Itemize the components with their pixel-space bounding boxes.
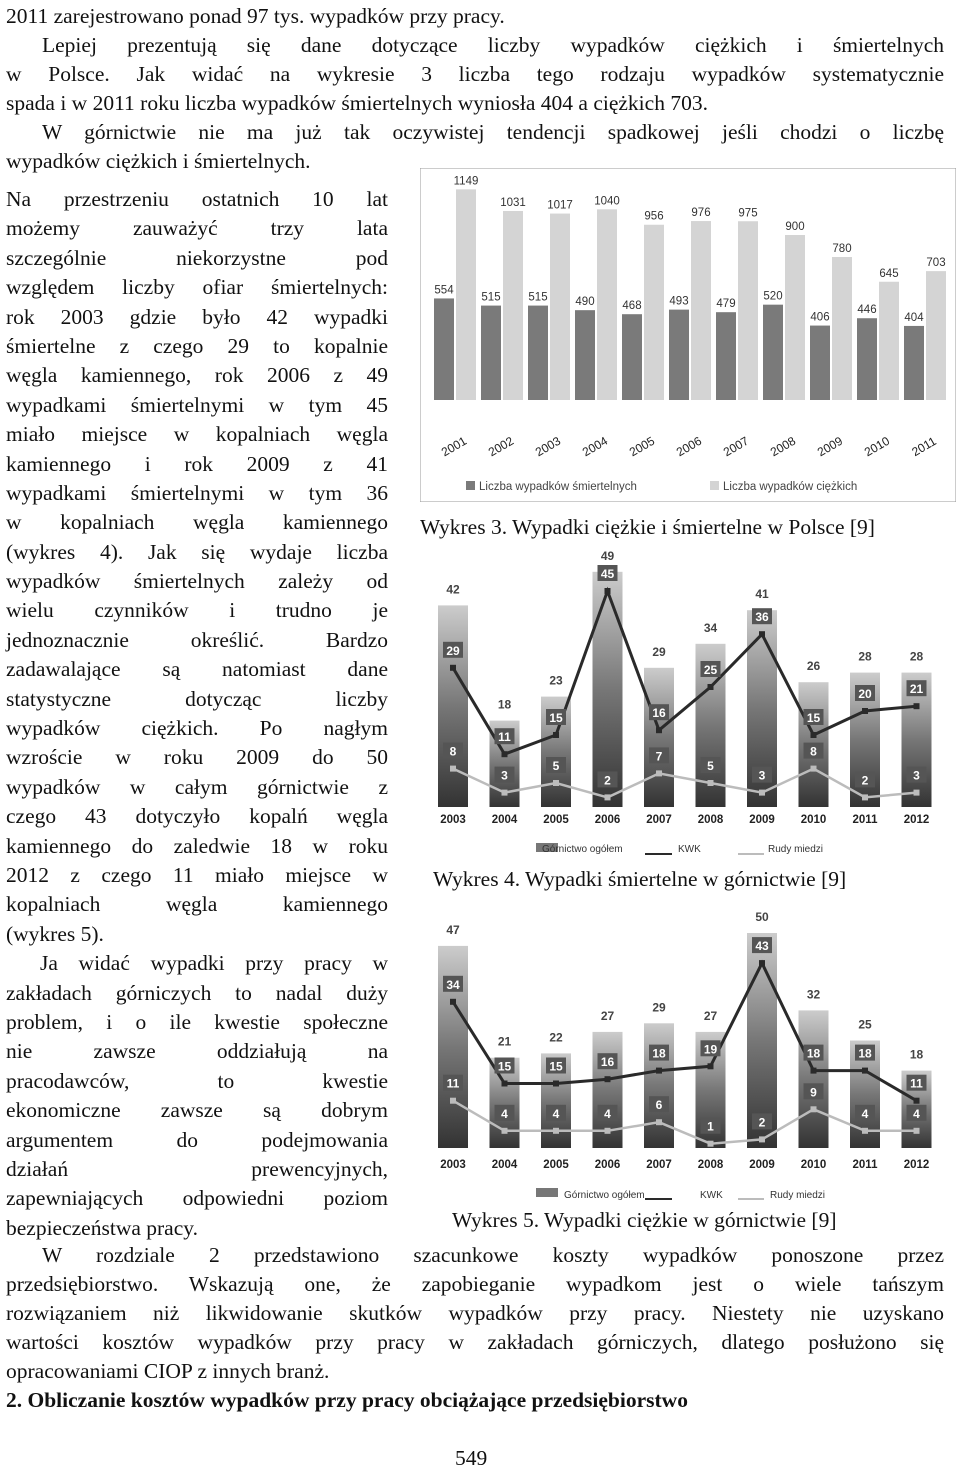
chart4-tick-label: 2011 (852, 814, 878, 826)
chart5-point (811, 1068, 817, 1074)
chart4-point (605, 588, 611, 594)
chart5-data-label: 4 (501, 1106, 508, 1121)
column-line: rok 2003 gdzie było 42 wypadki (6, 304, 388, 329)
chart4-tick-label: 2006 (594, 814, 621, 826)
intro-line-2: Lepiej prezentują się dane dotyczące liczby wypadków ciężkich i śmiertelnych (42, 33, 944, 57)
chart5-data-label: 18 (909, 1047, 924, 1062)
chart5-data-label: 18 (652, 1046, 666, 1061)
chart4-data-label: 5 (707, 759, 714, 773)
column-line: ekonomiczne zawsze są dobrym (6, 1098, 388, 1123)
chart5-data-label: 15 (497, 1059, 512, 1074)
chart5-legend-rudy: Rudy miedzi (770, 1190, 826, 1201)
chart4-tick-label: 2004 (491, 814, 518, 826)
chart4-data-label: 29 (446, 643, 460, 658)
column-line: (wykres 5). (6, 921, 104, 946)
column-line: śmiertelne z czego 29 to kopalnie (6, 333, 388, 358)
chart4-data-label: 8 (810, 744, 817, 759)
chart5-point (914, 1098, 920, 1104)
column-line: wypadków ciężkich. Po nagłym (6, 716, 388, 741)
chart3-tick-label: 2002 (485, 433, 517, 460)
chart4-point (502, 751, 508, 757)
chart3-tick-label: 2010 (861, 433, 893, 460)
chart5-point (656, 1068, 662, 1074)
chart3-bar (528, 306, 548, 400)
column-line: zakładach górniczych to nadal duży (6, 980, 388, 1005)
chart4-tick-label: 2007 (646, 814, 672, 826)
column-line: kamiennego i rok 2009 z 41 (6, 451, 388, 476)
chart3-bar (716, 312, 736, 400)
chart4-point (914, 703, 920, 709)
column-line: pracodawców, to kwestie (6, 1068, 388, 1093)
intro-line-1: 2011 zarejestrowano ponad 97 tys. wypadków przy pracy. (6, 4, 505, 28)
chart5-tick-label: 2006 (594, 1159, 621, 1171)
chart3-bar (691, 221, 711, 400)
chart4-bar (644, 668, 674, 807)
chart4-point (811, 732, 817, 738)
chart4-data-label: 34 (703, 620, 718, 635)
column-line: nie zawsze oddziałują na (6, 1039, 388, 1064)
chart4-point (811, 766, 817, 772)
chart3-bar (879, 282, 899, 400)
chart5-legend-gornictwo: Górnictwo ogółem (564, 1190, 645, 1201)
chart4-data-label: 2 (604, 773, 611, 788)
chart5-tick-label: 2008 (697, 1159, 724, 1171)
chart5-data-label: 22 (549, 1030, 563, 1045)
chart5-data-label: 34 (446, 977, 460, 992)
chart5-point (759, 960, 765, 966)
chart4-point (553, 780, 559, 786)
chart4-data-label: 15 (806, 711, 821, 725)
chart4-data-label: 8 (449, 744, 457, 759)
column-line: kamiennego do zaledwie 18 w roku (6, 833, 388, 858)
chart3-data-label: 446 (857, 304, 877, 317)
chart5-tick-label: 2011 (852, 1159, 878, 1171)
chart3-caption: Wykres 3. Wypadki ciężkie i śmiertelne w Polsce [9] (420, 515, 875, 539)
chart5-data-label: 4 (913, 1106, 920, 1121)
chart4-data-label: 18 (497, 697, 512, 712)
chart4-tick-label: 2005 (543, 814, 569, 826)
chart3-data-label: 1040 (594, 195, 620, 208)
chart5-point (914, 1128, 920, 1134)
chart5-tick-label: 2005 (543, 1159, 569, 1171)
chart4-point (862, 794, 868, 800)
chart3-tick-label: 2006 (673, 433, 705, 460)
chart3-bar (434, 298, 454, 400)
chart4-point (656, 727, 662, 733)
chart3-data-label: 780 (832, 243, 852, 255)
chart3-legend-fatal: Liczba wypadków śmiertelnych (479, 481, 637, 493)
chart5-data-label: 27 (600, 1008, 615, 1023)
chart4-data-label: 26 (806, 659, 821, 674)
column-line: wypadków śmiertelnych zależy od (6, 569, 388, 594)
intro-line-5: W górnictwie nie ma już tak oczywistej tendencji spadkowej jeśli chodzi o liczbę (42, 120, 944, 144)
chart3-bar (503, 211, 523, 400)
chart5-point (708, 1141, 714, 1147)
chart5-kwk-line (453, 963, 917, 1101)
chart5-data-label: 11 (910, 1076, 923, 1091)
chart3-bar (810, 326, 830, 400)
chart4-legend-rudy: Rudy miedzi (768, 844, 824, 855)
chart5-data-label: 4 (552, 1106, 560, 1121)
chart4-point (605, 794, 611, 800)
chart3-data-label: 976 (691, 207, 711, 220)
column-line: Ja widać wypadki przy pracy w (40, 951, 388, 976)
chart5-data-label: 47 (446, 922, 460, 937)
chart3-data-label: 900 (785, 221, 805, 233)
chart4-tick-label: 2012 (903, 814, 930, 826)
chart3-data-label: 493 (669, 295, 689, 308)
chart5-legend-swatch-gornictwo (536, 1188, 558, 1197)
chart3-data-label: 515 (528, 291, 548, 304)
column-line: wielu czynników i trudno je (6, 598, 388, 623)
column-line: wzroście w roku 2009 do 50 (6, 745, 388, 770)
column-line: wypadkami śmiertelnymi w tym 45 (6, 392, 388, 417)
chart5-bar (799, 1010, 829, 1148)
column-line: zapewniających odpowiedni poziom (6, 1186, 388, 1211)
chart5-data-label: 1 (707, 1119, 714, 1134)
chart5-point (502, 1081, 508, 1087)
chart4-data-label: 16 (652, 706, 666, 721)
chart4-bar (438, 605, 468, 807)
chart3-bar (622, 314, 642, 400)
chart5-tick-label: 2009 (749, 1159, 775, 1171)
chart3-tick-label: 2008 (767, 433, 799, 460)
column-line: czego 43 dotyczyło kopalń węgla (6, 804, 388, 829)
chart5-data-label: 4 (604, 1106, 611, 1121)
chart5-data-label: 6 (655, 1098, 663, 1113)
chart3-data-label: 1149 (453, 175, 479, 188)
section-heading: 2. Obliczanie kosztów wypadków przy pracy obciążające przedsiębiorstwo (6, 1388, 688, 1412)
column-line: miało miejsce w kopalniach węgla (6, 422, 388, 447)
chart3-bar (575, 310, 595, 400)
chart3-bar (644, 225, 664, 400)
chart3-data-label: 1031 (500, 196, 526, 209)
chart3-tick-label: 2003 (532, 433, 564, 460)
chart4-data-label: 23 (549, 673, 563, 688)
chart3-data-label: 956 (644, 210, 664, 223)
intro-line-3: w Polsce. Jak widać na wykresie 3 liczba tego rodzaju wypadków systematycznie (6, 62, 944, 86)
chart4-data-label: 28 (858, 649, 872, 664)
chart3-bar (597, 209, 617, 400)
chart5-data-label: 9 (810, 1085, 817, 1100)
chart4-data-label: 41 (755, 587, 769, 602)
chart3-bar (832, 257, 852, 400)
column-line: wypadków w całym górnictwie z (6, 774, 388, 799)
chart4-point (759, 790, 765, 796)
chart5-point (862, 1128, 868, 1134)
chart5-tick-label: 2007 (646, 1159, 672, 1171)
chart3-legend-serious: Liczba wypadków ciężkich (723, 481, 858, 493)
chart4-data-label: 3 (501, 768, 508, 783)
chart3-data-label: 468 (622, 300, 642, 313)
chart3-tick-label: 2005 (626, 433, 658, 460)
page-number: 549 (455, 1446, 488, 1470)
chart5-tick-label: 2012 (903, 1159, 930, 1171)
chart3-data-label: 554 (434, 284, 454, 297)
chart4-rudy-line (453, 769, 917, 798)
chart3-bar (669, 310, 689, 400)
chart3-data-label: 1017 (547, 199, 573, 212)
column-line: możemy zauważyć trzy lata (6, 216, 388, 241)
chart5-point (656, 1119, 662, 1125)
chart4-point (759, 631, 765, 637)
column-line: 2012 z czego 11 miało miejsce w (6, 862, 388, 887)
chart5-tick-label: 2010 (800, 1159, 827, 1171)
chart5-point (759, 1136, 765, 1142)
bottom-line-2: przedsiębiorstwo. Wskazują one, że zapobieganie wypadkom jest o wiele tańszym (6, 1272, 944, 1296)
chart3-legend-swatch-fatal (466, 481, 475, 490)
chart5-data-label: 16 (600, 1055, 615, 1070)
column-line: kopalniach węgla kamiennego (6, 892, 388, 917)
chart4-data-label: 45 (600, 567, 615, 581)
column-line: w kopalniach węgla kamiennego (6, 510, 388, 535)
chart3-bar (904, 326, 924, 400)
chart5-data-label: 15 (549, 1059, 563, 1074)
chart3-bar (550, 214, 570, 400)
chart5-data-label: 4 (861, 1106, 869, 1121)
column-line: szczególnie niekorzystne pod (6, 245, 388, 270)
chart3-data-label: 645 (879, 267, 899, 280)
chart4-point (708, 780, 714, 786)
chart5-data-label: 21 (497, 1034, 512, 1049)
chart-wypadki-ciezkie-gornictwo (420, 896, 946, 1206)
chart5-point (811, 1106, 817, 1112)
chart4-point (914, 790, 920, 796)
chart3-bar (926, 271, 946, 400)
chart4-data-label: 3 (913, 768, 920, 783)
intro-line-6: wypadków ciężkich i śmiertelnych. (6, 149, 311, 173)
chart3-data-label: 404 (904, 311, 924, 324)
chart5-data-label: 11 (446, 1076, 460, 1091)
chart5-tick-label: 2004 (491, 1159, 518, 1171)
chart5-data-label: 2 (758, 1115, 766, 1130)
chart3-data-label: 515 (481, 291, 501, 304)
chart3-tick-label: 2009 (814, 433, 846, 460)
chart5-data-label: 32 (806, 987, 821, 1002)
column-line: jednoznacznie określić. Bardzo (6, 627, 388, 652)
chart4-data-label: 3 (758, 768, 766, 783)
chart3-data-label: 406 (810, 311, 830, 324)
column-line: argumentem do podejmowania (6, 1127, 388, 1152)
chart3-data-label: 479 (716, 298, 736, 311)
chart5-data-label: 18 (858, 1046, 872, 1061)
chart5-legend-kwk: KWK (700, 1190, 723, 1201)
column-line: względem liczby ofiar śmiertelnych: (6, 275, 388, 300)
column-line: (wykres 4). Jak się wydaje liczba (6, 539, 388, 564)
chart5-point (502, 1128, 508, 1134)
chart3-data-label: 520 (763, 290, 783, 303)
chart3-data-label: 975 (738, 207, 758, 220)
chart3-tick-label: 2004 (579, 433, 611, 460)
chart5-point (450, 999, 456, 1005)
chart4-point (502, 790, 508, 796)
chart4-data-label: 2 (861, 773, 869, 788)
chart5-data-label: 19 (703, 1042, 718, 1057)
chart5-data-label: 50 (755, 910, 769, 924)
chart5-point (605, 1076, 611, 1082)
chart5-caption: Wykres 5. Wypadki ciężkie w górnictwie [9] (452, 1208, 837, 1232)
chart4-data-label: 11 (498, 730, 511, 745)
chart4-point (553, 732, 559, 738)
chart3-data-label: 490 (575, 296, 595, 309)
bottom-line-1: W rozdziale 2 przedstawiono szacunkowe koszty wypadków ponoszone przez (42, 1243, 944, 1267)
chart4-legend-kwk: KWK (678, 844, 701, 855)
bottom-line-3: rozwiązaniem niż likwidowanie skutków wypadków przy pracy. Niestety nie uzyskano (6, 1301, 944, 1325)
bottom-line-5: opracowaniami CIOP z innych branż. (6, 1359, 330, 1383)
chart3-bar (738, 221, 758, 400)
chart3-legend-swatch-serious (710, 481, 719, 490)
chart4-point (450, 665, 456, 671)
chart5-point (553, 1128, 559, 1134)
chart4-data-label: 15 (549, 711, 563, 725)
chart5-data-label: 43 (755, 939, 769, 954)
chart4-data-label: 5 (552, 759, 560, 773)
chart4-point (862, 708, 868, 714)
chart5-data-label: 29 (652, 1000, 666, 1015)
chart3-bar (857, 318, 877, 400)
column-line: statystyczne dotycząc liczby (6, 686, 388, 711)
column-line: wypadkami śmiertelnymi w tym 36 (6, 480, 388, 505)
chart5-bar (644, 1023, 674, 1148)
chart4-tick-label: 2003 (440, 814, 466, 826)
column-line: Na przestrzeniu ostatnich 10 lat (6, 187, 388, 211)
chart5-rudy-line (453, 1101, 917, 1144)
chart3-tick-label: 2007 (720, 433, 752, 460)
chart5-data-label: 25 (858, 1017, 872, 1032)
chart3-bar (763, 305, 783, 400)
chart4-tick-label: 2010 (800, 814, 827, 826)
chart4-data-label: 49 (600, 548, 615, 563)
chart5-data-label: 18 (806, 1046, 821, 1061)
chart4-point (450, 766, 456, 772)
chart4-data-label: 28 (909, 649, 924, 664)
chart5-legend (536, 1188, 825, 1201)
chart4-legend (536, 843, 823, 855)
chart4-data-label: 36 (755, 610, 769, 625)
chart4-kwk-line (453, 591, 917, 754)
chart4-data-label: 42 (446, 582, 460, 597)
chart4-point (656, 770, 662, 776)
bottom-line-4: wartości kosztów wypadków przy pracy w zakładach górniczych, dlatego posłużono się (6, 1330, 944, 1354)
chart4-data-label: 20 (858, 687, 872, 701)
intro-line-4: spada i w 2011 roku liczba wypadków śmiertelnych wyniosła 404 a ciężkich 703. (6, 91, 708, 115)
chart-wypadki-smiertelne-gornictwo (420, 545, 946, 863)
chart5-data-label: 27 (703, 1008, 718, 1023)
chart3-data-label: 703 (926, 257, 946, 270)
chart5-point (862, 1068, 868, 1074)
chart3-tick-label: 2001 (438, 433, 470, 460)
chart4-tick-label: 2008 (697, 814, 724, 826)
chart5-point (553, 1081, 559, 1087)
chart4-caption: Wykres 4. Wypadki śmiertelne w górnictwie [9] (433, 867, 847, 891)
column-line: problem, i o ile kwestie społeczne (6, 1009, 388, 1034)
chart4-tick-label: 2009 (749, 814, 775, 826)
column-line: bezpieczeństwa pracy. (6, 1215, 198, 1240)
chart4-point (708, 684, 714, 690)
chart4-data-label: 21 (909, 682, 924, 697)
column-line: działań prewencyjnych, (6, 1156, 388, 1181)
chart3-bar (481, 306, 501, 400)
column-line: węgla kamiennego, rok 2006 z 49 (6, 363, 388, 388)
chart5-point (708, 1063, 714, 1069)
column-line: zadawalające są natomiast dane (6, 657, 388, 682)
chart4-legend-gornictwo: Górnictwo ogółem (542, 844, 623, 855)
chart5-point (450, 1098, 456, 1104)
chart5-point (605, 1128, 611, 1134)
chart3-tick-label: 2011 (909, 434, 939, 460)
chart3-bar (456, 189, 476, 400)
left-column-text (6, 185, 388, 1243)
chart3-bar (785, 235, 805, 400)
chart4-data-label: 25 (703, 663, 718, 677)
chart5-tick-label: 2003 (440, 1159, 466, 1171)
chart4-data-label: 29 (652, 644, 666, 659)
chart-wypadki-polska (420, 168, 956, 502)
chart4-data-label: 7 (655, 749, 663, 764)
